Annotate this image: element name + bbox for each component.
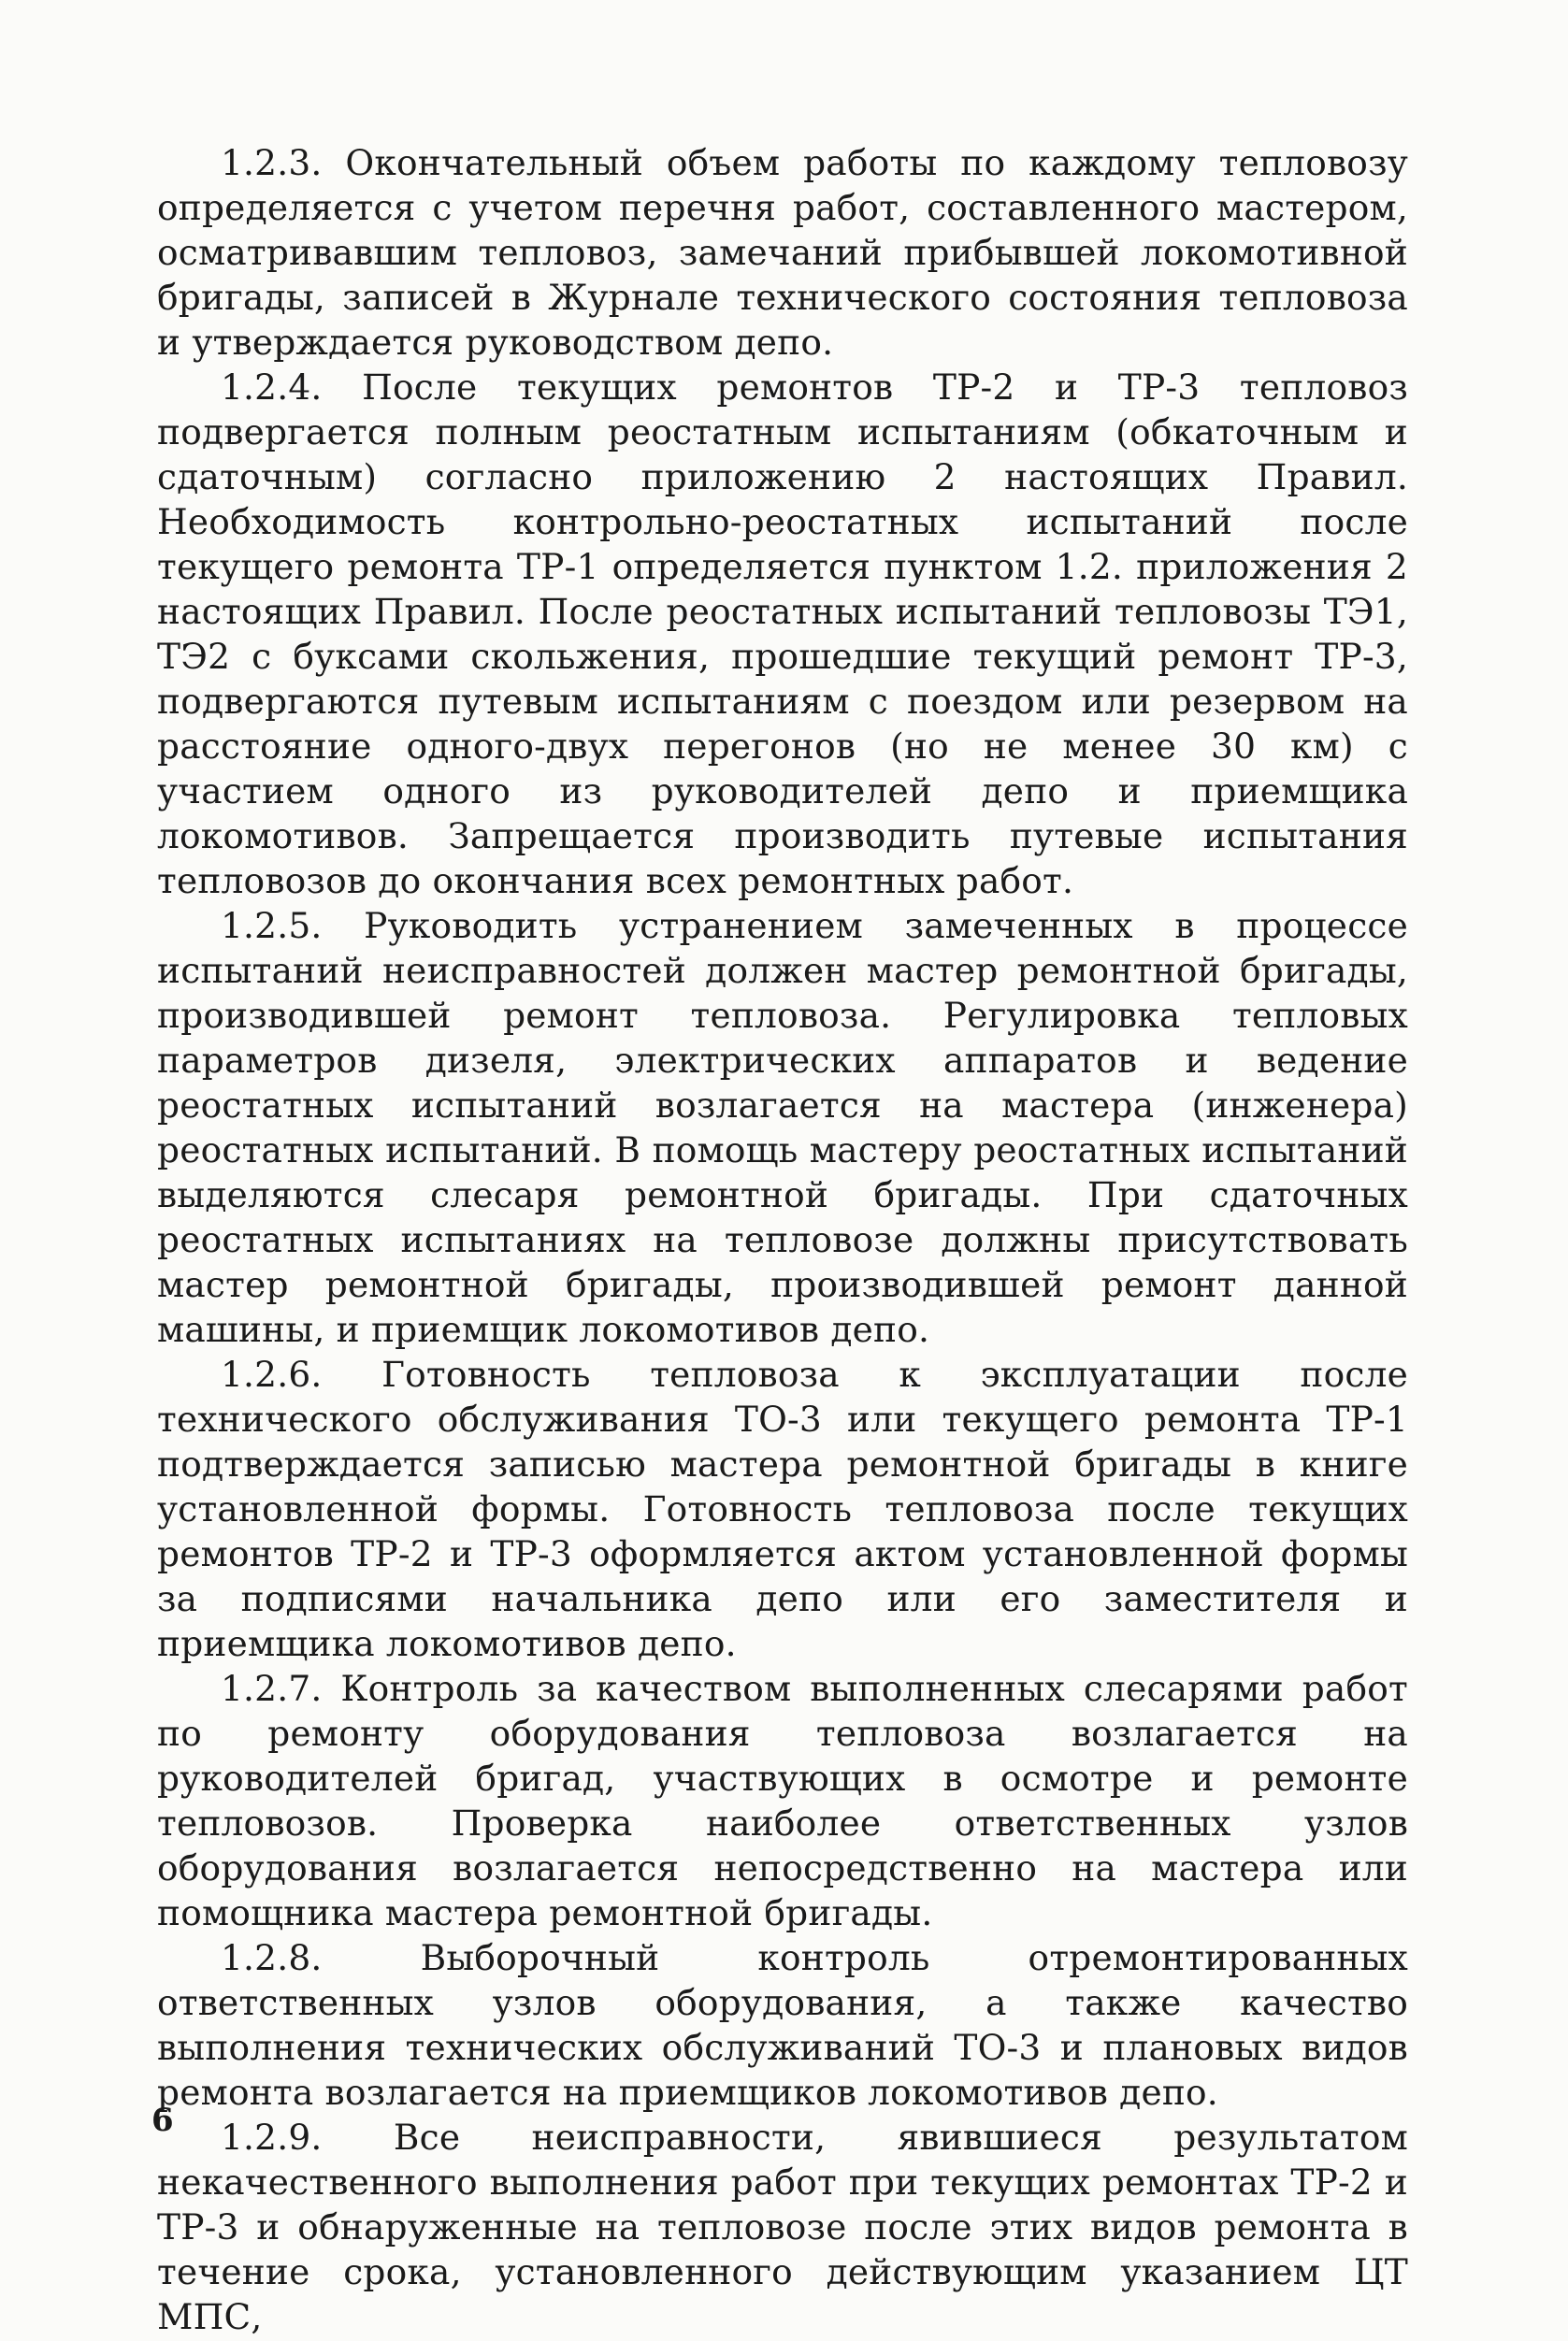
paragraph-1-2-4: 1.2.4. После текущих ремонтов ТР-2 и ТР-3 тепловоз подвергается полным реостатным испытаниям (обкаточным и сдаточным) согласно приложению 2 настоящих Правил. Необходимость контрольно-реостатных испытаний после текущего ремонта ТР-1 определяется пунктом 1.2. приложения 2 настоящих Правил. После реостатных испытаний тепловозы ТЭ1, ТЭ2 с буксами скольжения, прошедшие текущий ремонт ТР-3, подвергаются путевым испытаниям с поездом или резервом на расстояние одного-двух перегонов (но не менее 30 км) с участием одного из руководителей депо и приемщика локомотивов. Запрещается производить путевые испытания тепловозов до окончания всех ремонтных работ. [157,366,1408,901]
body-text [157,140,1408,2339]
paragraph-1-2-6: 1.2.6. Готовность тепловоза к эксплуатации после технического обслуживания ТО-3 или текущего ремонта ТР-1 подтверждается записью мастера ремонтной бригады в книге установленной формы. Готовность тепловоза после текущих ремонтов ТР-2 и ТР-3 оформляется актом установленной формы за подписями начальника депо или его заместителя и приемщика локомотивов депо. [157,1354,1408,1664]
paragraph-1-2-8: 1.2.8. Выборочный контроль отремонтированных ответственных узлов оборудования, а также качество выполнения технических обслуживаний ТО-3 и плановых видов ремонта возлагается на приемщиков локомотивов депо. [157,1937,1408,2113]
paragraph-1-2-9: 1.2.9. Все неисправности, явившиеся результатом некачественного выполнения работ при текущих ремонтах ТР-2 и ТР-3 и обнаруженные на тепловозе после этих видов ремонта в течение срока, установленного действующим указанием ЦТ МПС, [157,2117,1408,2337]
paragraph-1-2-5: 1.2.5. Руководить устранением замеченных в процессе испытаний неисправностей должен мастер ремонтной бригады, производившей ремонт тепловоза. Регулировка тепловых параметров дизеля, электрических аппаратов и ведение реостатных испытаний возлагается на мастера (инженера) реостатных испытаний. В помощь мастеру реостатных испытаний выделяются слесаря ремонтной бригады. При сдаточных реостатных испытаниях на тепловозе должны присутствовать мастер ремонтной бригады, производившей ремонт данной машины, и приемщик локомотивов депо. [157,905,1408,1350]
paragraph-1-2-7: 1.2.7. Контроль за качеством выполненных слесарями работ по ремонту оборудования тепловоза возлагается на руководителей бригад, участвующих в осмотре и ремонте тепловозов. Проверка наиболее ответственных узлов оборудования возлагается непосредственно на мастера или помощника мастера ремонтной бригады. [157,1668,1408,1933]
paragraph-1-2-3: 1.2.3. Окончательный объем работы по каждому тепловозу определяется с учетом перечня работ, составленного мастером, осматривавшим тепловоз, замечаний прибывшей локомотивной бригады, записей в Журнале технического состояния тепловоза и утверждается руководством депо. [157,142,1408,363]
page-number: 6 [151,2102,174,2139]
